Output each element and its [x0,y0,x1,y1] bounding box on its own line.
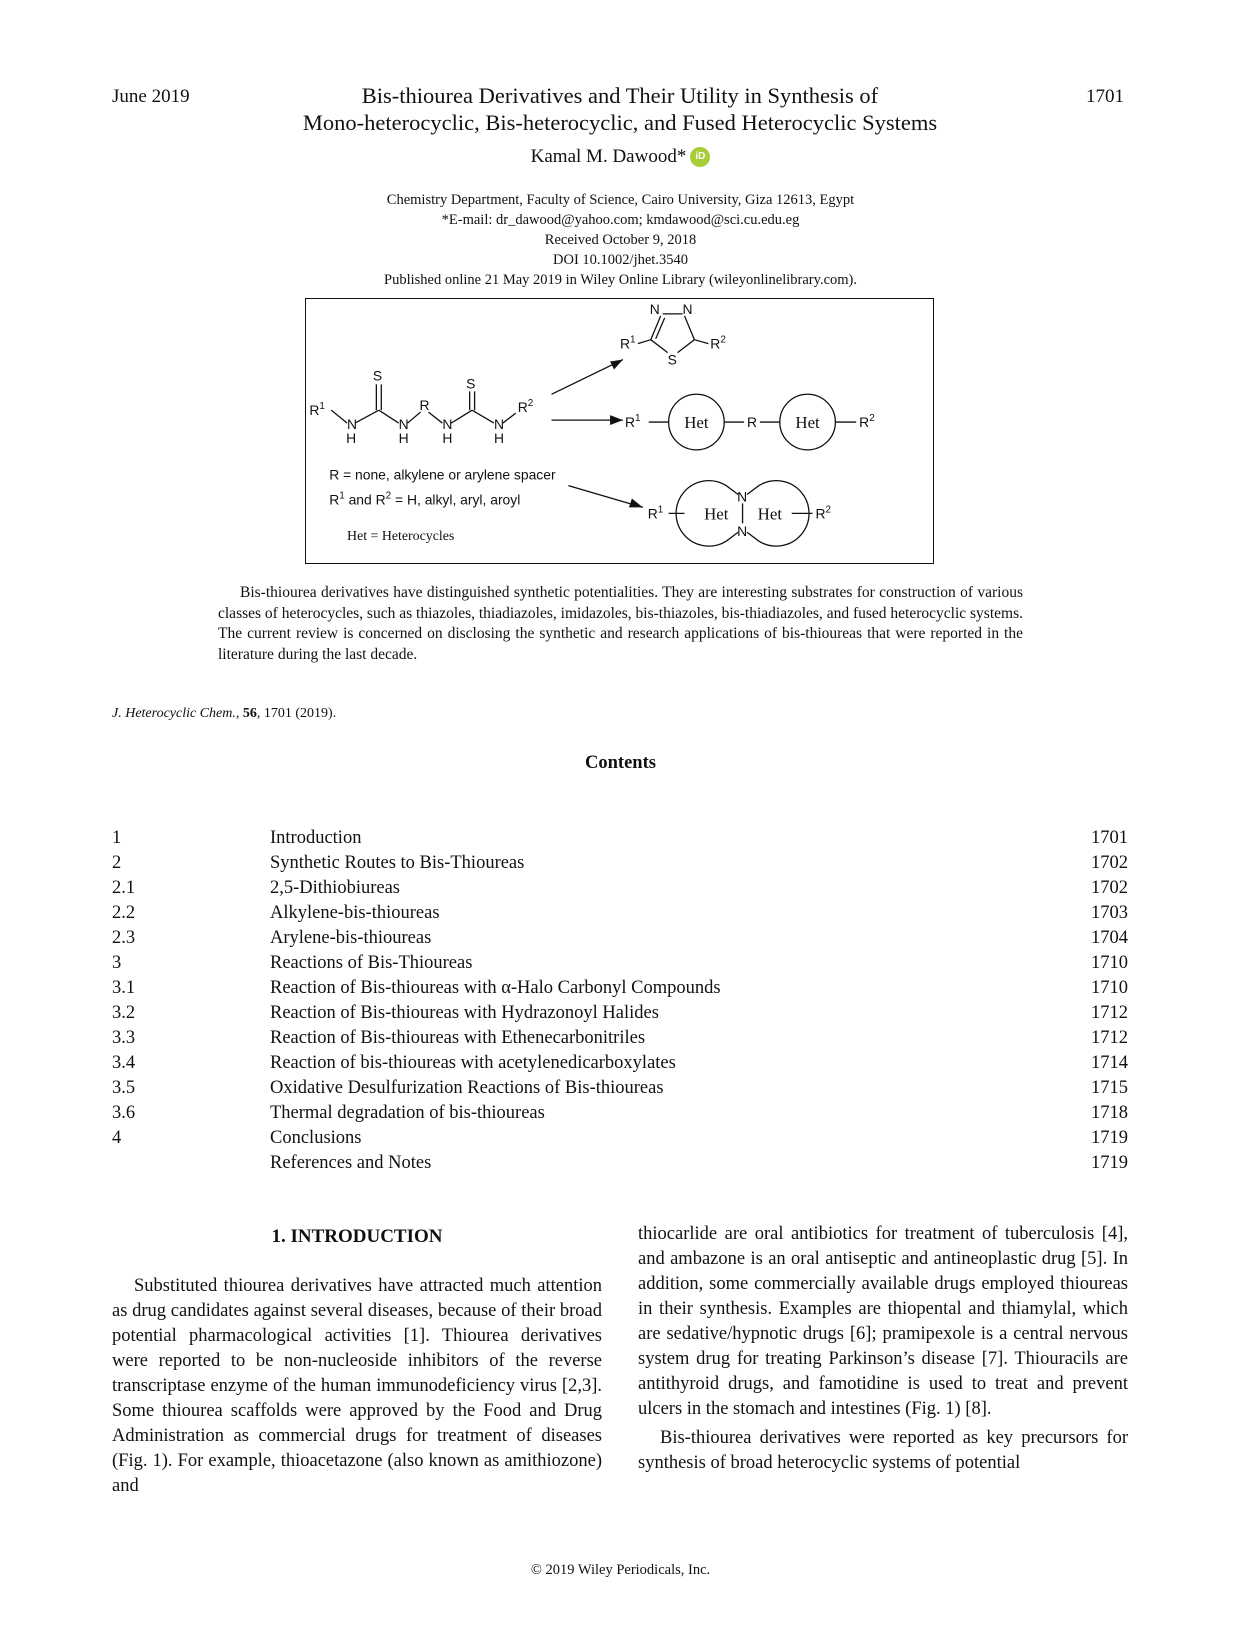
toc-row[interactable] [112,951,1128,976]
label-s: S [466,375,476,392]
toc-page: 1710 [1091,953,1128,973]
toc-row[interactable] [112,1001,1128,1026]
toc-page: 1701 [1091,828,1128,848]
toc-title: Reactions of Bis-Thioureas [270,953,473,973]
contents-heading: Contents [585,753,656,773]
label-r2: $R^2$ [859,413,875,431]
toc-row[interactable] [112,901,1128,926]
intro-paragraph: Bis-thiourea derivatives were reported as key precursors for synthesis of broad heterocyclic systems of potential [638,1428,1128,1473]
het-label: Het [757,504,783,524]
toc-row[interactable] [112,826,1128,851]
label-n: N [649,300,660,317]
label-s: S [372,367,383,384]
toc-title: References and Notes [270,1153,432,1173]
article-title [220,82,1020,136]
toc-title: 2,5-Dithiobiureas [270,878,400,898]
affiliation-line: Chemistry Department, Faculty of Science, Cairo University, Giza 12613, Egypt [386,192,855,208]
label-h: H [493,429,504,446]
toc-title: Synthetic Routes to Bis-Thioureas [270,853,525,873]
toc-number: 3 [112,953,122,973]
toc-title: Conclusions [270,1128,362,1148]
citation-rest: , 1701 (2019). [256,706,337,721]
toc-page: 1714 [1091,1053,1128,1073]
orcid-icon[interactable]: iD [690,147,710,167]
label-r1: $R^1$ [619,334,636,352]
het-label: Het [704,504,729,524]
toc-row[interactable] [112,1151,1128,1176]
label-h: H [346,429,357,446]
label-n: N [347,416,358,433]
toc-number: 4 [112,1128,122,1148]
intro-right-column [638,1222,1128,1476]
affiliation-block [0,190,1241,290]
het-label: Het [684,413,709,433]
abstract: Bis-thiourea derivatives have distinguished synthetic potentialities. They are interesting substrates for construction of various classes of heterocycles, such as thiazoles, thiadiazoles, imidazoles, bis-thiazoles, bis-thiadiazoles, and fused heterocyclic systems. The current review is concerned on disclosing the synthetic and research applications of bis-thioureas that were reported in the literature during the last decade. [218,584,1023,663]
toc-page: 1702 [1091,853,1128,873]
toc-number: 3.2 [112,1003,136,1023]
toc-number: 3.5 [112,1078,136,1098]
toc-row[interactable] [112,1051,1128,1076]
intro-left-column [112,1274,602,1499]
label-r: R [747,414,758,431]
toc-title: Introduction [270,828,362,848]
toc-number: 2.2 [112,903,136,923]
toc-page: 1703 [1091,903,1128,923]
toc-page: 1704 [1091,928,1128,948]
toc-number: 3.1 [112,978,136,998]
toc-number: 3.3 [112,1028,136,1048]
label-r1: $R^1$ [624,413,641,431]
label-n: N [737,523,748,540]
label-n: N [737,488,748,505]
toc-page: 1718 [1091,1103,1128,1123]
toc-title: Arylene-bis-thioureas [270,928,432,948]
title-line-1: Bis-thiourea Derivatives and Their Utility in Synthesis of [361,83,879,108]
label-s: S [667,351,677,368]
toc-page: 1712 [1091,1028,1128,1048]
toc-row[interactable] [112,1026,1128,1051]
toc-number: 3.6 [112,1103,136,1123]
toc-title: Reaction of Bis-thioureas with α-Halo Carbonyl Compounds [270,978,721,998]
het-label: Het [795,413,820,433]
toc-row[interactable] [112,851,1128,876]
citation-volume: 56 [242,706,257,721]
copyright-footer: © 2019 Wiley Periodicals, Inc. [530,1562,711,1578]
graphical-abstract [305,298,934,564]
toc-number: 1 [112,828,122,848]
label-h: H [398,429,409,446]
toc-page: 1710 [1091,978,1128,998]
toc-title: Reaction of bis-thioureas with acetylenedicarboxylates [270,1053,676,1073]
label-r2: $R^2$ [815,504,832,522]
toc-page: 1715 [1091,1078,1128,1098]
intro-paragraph: thiocarlide are oral antibiotics for treatment of tuberculosis [4], and ambazone is an oral antiseptic and antineoplastic drug [5]. In addition, some commercially available drugs employed thioureas in their synthesis. Examples are thiopental and thiamylal, which are sedative/hypnotic drugs [6]; pramipexole is a central nervous system drug for treating Parkinson’s disease [7]. Thiouracils are antithyroid drugs, and famotidine is used to treat and prevent ulcers in the stomach and intestines (Fig. 1) [8]. [638,1224,1128,1419]
note-substituents: $R^1$ and $R^2 = H$, alkyl, aryl, aroyl [329,490,521,508]
toc-number: 3.4 [112,1053,136,1073]
reaction-scheme [306,299,933,563]
published-line: Published online 21 May 2019 in Wiley Online Library (wileyonlinelibrary.com). [384,272,857,288]
toc-title: Oxidative Desulfurization Reactions of Bis-thioureas [270,1078,664,1098]
received-line: Received October 9, 2018 [544,232,697,248]
toc-title: Reaction of Bis-thioureas with Ethenecarbonitriles [270,1028,646,1048]
toc-page: 1719 [1091,1128,1128,1148]
email-line: *E-mail: dr_dawood@yahoo.com; kmdawood@sci.cu.edu.eg [441,212,800,228]
table-of-contents [112,826,1128,1176]
label-n: N [493,416,504,433]
toc-row[interactable] [112,1126,1128,1151]
toc-row[interactable] [112,1076,1128,1101]
toc-row[interactable] [112,976,1128,1001]
toc-page: 1712 [1091,1003,1128,1023]
label-r2: $R^2$ [517,398,534,416]
note-het: Het = Heterocycles [347,529,455,545]
label-n: N [682,300,693,317]
toc-title: Thermal degradation of bis-thioureas [270,1103,545,1123]
label-r2: $R^2$ [710,334,726,352]
citation [112,706,336,722]
toc-page: 1702 [1091,878,1128,898]
toc-title: Reaction of Bis-thioureas with Hydrazonoyl Halides [270,1003,659,1023]
label-r1: $R^1$ [647,504,664,522]
label-n: N [398,416,409,433]
citation-separator: , [235,706,243,721]
intro-paragraph: Substituted thiourea derivatives have attracted much attention as drug candidates against several diseases, because of their broad potential pharmacological activities [1]. Thiourea derivatives were reported to be non-nucleoside inhibitors of the reverse transcriptase enzyme of the human immunodeficiency virus [2,3]. Some thiourea scaffolds were approved by the Food and Drug Administration as commercial drugs for treatment of diseases (Fig. 1). For example, thioacetazone (also known as amithiozone) and [112,1276,602,1496]
header-page-number: 1701 [1086,86,1124,107]
introduction-heading: 1. INTRODUCTION [271,1226,443,1247]
title-line-2: Mono-heterocyclic, Bis-heterocyclic, and Fused Heterocyclic Systems [302,110,938,135]
toc-number: 2.3 [112,928,136,948]
toc-number: 2 [112,853,122,873]
citation-journal: J. Heterocyclic Chem. [112,706,236,721]
doi-line: DOI 10.1002/jhet.3540 [553,252,688,268]
label-h: H [442,429,453,446]
header-date: June 2019 [112,86,190,107]
toc-number: 2.1 [112,878,136,898]
toc-title: Alkylene-bis-thioureas [270,903,440,923]
author-name: Kamal M. Dawood* [530,146,687,167]
label-r1: $R^1$ [309,401,325,419]
note-spacer: R = none, alkylene or arylene spacer [329,466,556,483]
label-r: R [419,397,430,414]
toc-row[interactable] [112,1101,1128,1126]
label-n: N [442,416,453,433]
toc-page: 1719 [1091,1153,1128,1173]
toc-row[interactable] [112,876,1128,901]
toc-row[interactable] [112,926,1128,951]
author-line [0,146,1241,168]
